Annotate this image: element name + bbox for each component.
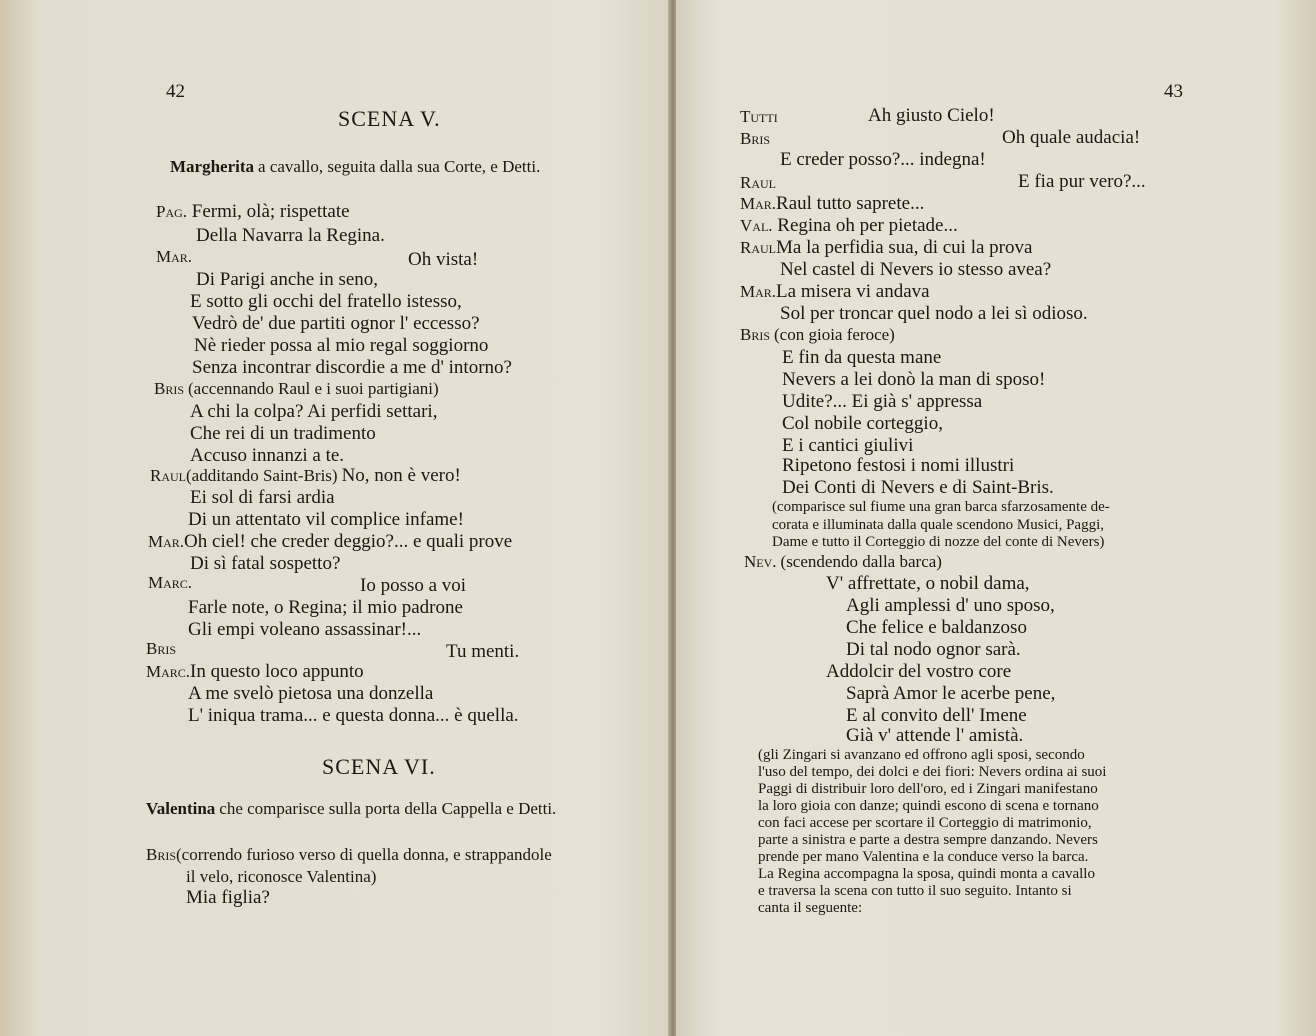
- dialogue-line: Ei sol di farsi ardia: [190, 487, 335, 508]
- stage-text: che comparisce sulla porta della Cappella e Detti.: [219, 799, 557, 818]
- song-line: Già v' attende l' amistà.: [846, 725, 1024, 746]
- dialogue-line: Della Navarra la Regina.: [196, 225, 385, 246]
- stage-direction: prende per mano Valentina e la conduce verso la barca.: [758, 849, 1089, 865]
- right-page: [676, 0, 1316, 1036]
- song-line: Che felice e baldanzoso: [846, 617, 1027, 638]
- speaker-name: Mar.: [156, 247, 193, 266]
- dialogue-line: E i cantici giulivi: [782, 435, 914, 456]
- dialogue-line: Di sì fatal sospetto?: [190, 553, 341, 574]
- dialogue-line: RaulMa la perfidia sua, di cui la prova: [740, 237, 1033, 258]
- dialogue-line: Mia figlia?: [186, 887, 270, 908]
- stage-direction: Paggi di distribuir loro dell'oro, ed i Zingari manifestano: [758, 781, 1098, 797]
- dialogue-line: Ripetono festosi i nomi illustri: [782, 455, 1015, 476]
- dialogue-line: il velo, riconosce Valentina): [186, 867, 377, 886]
- dialogue-line: Marc.In questo loco appunto: [146, 661, 364, 682]
- dialogue-line: Dei Conti di Nevers e di Saint-Bris.: [782, 477, 1054, 498]
- dialogue-line: Senza incontrar discordie a me d' intorno?: [192, 357, 512, 378]
- dialogue-line: Oh vista!: [408, 249, 479, 270]
- page-number: 42: [166, 81, 185, 102]
- stage-text: a cavallo, seguita dalla sua Corte, e Detti.: [258, 157, 541, 176]
- stage-direction: la loro gioia con danze; quindi escono di scena e tornano: [758, 798, 1099, 814]
- dialogue-line: A me svelò pietosa una donzella: [188, 683, 434, 704]
- dialogue-line: Farle note, o Regina; il mio padrone: [188, 597, 463, 618]
- song-line: Saprà Amor le acerbe pene,: [846, 683, 1056, 704]
- dialogue-line: Di un attentato vil complice infame!: [188, 509, 464, 530]
- stage-direction: l'uso del tempo, dei dolci e dei fiori: Nevers ordina ai suoi: [758, 764, 1107, 780]
- stage-direction: canta il seguente:: [758, 900, 863, 916]
- song-line: Di tal nodo ognor sarà.: [846, 639, 1021, 660]
- song-line: Addolcir del vostro core: [826, 661, 1012, 682]
- dialogue-line: Mar.Raul tutto saprete...: [740, 193, 925, 214]
- dialogue-line: Io posso a voi: [360, 575, 467, 596]
- stage-direction: parte a sinistra e parte a destra sempre danzando. Nevers: [758, 832, 1098, 848]
- dialogue-line: Gli empi voleano assassinar!...: [188, 619, 422, 640]
- dialogue-line: Nè rieder possa al mio regal soggiorno: [194, 335, 489, 356]
- stage-direction: e traversa la scena con tutto il suo seguito. Intanto si: [758, 883, 1072, 899]
- dialogue-line: Nel castel di Nevers io stesso avea?: [780, 259, 1052, 280]
- dialogue-line: Di Parigi anche in seno,: [196, 269, 379, 290]
- dialogue-line: Udite?... Ei già s' appressa: [782, 391, 983, 412]
- dialogue-line: Col nobile corteggio,: [782, 413, 943, 434]
- stage-direction: La Regina accompagna la sposa, quindi monta a cavallo: [758, 866, 1095, 882]
- speaker-name: Bris: [146, 639, 177, 658]
- dialogue-line: E fia pur vero?...: [1018, 171, 1146, 192]
- stage-direction: (gli Zingari si avanzano ed offrono agli sposi, secondo: [758, 747, 1085, 763]
- dialogue-line: A chi la colpa? Ai perfidi settari,: [190, 401, 438, 422]
- stage-direction: con faci accese per scortare il Corteggio di matrimonio,: [758, 815, 1092, 831]
- dialogue-line: Bris(correndo furioso verso di quella donna, e strappandole: [146, 845, 552, 864]
- dialogue-line: Val. Regina oh per pietade...: [740, 215, 958, 236]
- speaker-name: Tutti: [740, 107, 778, 126]
- dialogue-line: Nev. (scendendo dalla barca): [744, 552, 942, 571]
- dialogue-line: Vedrò de' due partiti ognor l' eccesso?: [192, 313, 480, 334]
- speaker-name: Raul: [740, 173, 777, 192]
- dialogue-line: L' iniqua trama... e questa donna... è quella.: [188, 705, 519, 726]
- scene-heading: SCENA VI.: [322, 754, 436, 779]
- stage-direction: corata e illuminata dalla quale scendono Musici, Paggi,: [772, 517, 1104, 533]
- speaker-name: Marc.: [148, 573, 193, 592]
- dialogue-line: E sotto gli occhi del fratello istesso,: [190, 291, 462, 312]
- dialogue-line: Bris (con gioia feroce): [740, 325, 895, 344]
- dialogue-line: Accuso innanzi a te.: [190, 445, 345, 466]
- dialogue-line: Pag. Fermi, olà; rispettate: [156, 201, 350, 222]
- dialogue-line: Che rei di un tradimento: [190, 423, 376, 444]
- dialogue-line: Mar.Oh ciel! che creder deggio?... e quali prove: [148, 531, 513, 552]
- dialogue-line: Mar.La misera vi andava: [740, 281, 930, 302]
- dialogue-line: Nevers a lei donò la man di sposo!: [782, 369, 1046, 390]
- song-line: E al convito dell' Imene: [846, 705, 1027, 726]
- speaker-name: Bris: [740, 129, 771, 148]
- dialogue-line: Bris (accennando Raul e i suoi partigiani): [154, 379, 439, 398]
- stage-direction: Dame e tutto il Corteggio di nozze del conte di Nevers): [772, 534, 1105, 550]
- dialogue-line: E creder posso?... indegna!: [780, 149, 986, 170]
- stage-direction: [170, 158, 540, 176]
- dialogue-line: Tu menti.: [446, 641, 520, 662]
- dialogue-line: E fin da questa mane: [782, 347, 942, 368]
- dialogue-line: Sol per troncar quel nodo a lei sì odioso.: [780, 303, 1088, 324]
- song-line: Agli amplessi d' uno sposo,: [846, 595, 1055, 616]
- dialogue-line: Oh quale audacia!: [1002, 127, 1141, 148]
- page-number: 43: [1164, 81, 1183, 102]
- character-name: Margherita: [170, 157, 255, 176]
- stage-direction: [146, 800, 556, 818]
- dialogue-line: Ah giusto Cielo!: [868, 105, 995, 126]
- dialogue-line: Raul(additando Saint-Bris) No, non è vero!: [150, 465, 461, 486]
- stage-direction: (comparisce sul fiume una gran barca sfarzosamente de-: [772, 499, 1110, 515]
- character-name: Valentina: [146, 799, 216, 818]
- scene-heading: SCENA V.: [338, 106, 441, 131]
- song-line: V' affrettate, o nobil dama,: [826, 573, 1030, 594]
